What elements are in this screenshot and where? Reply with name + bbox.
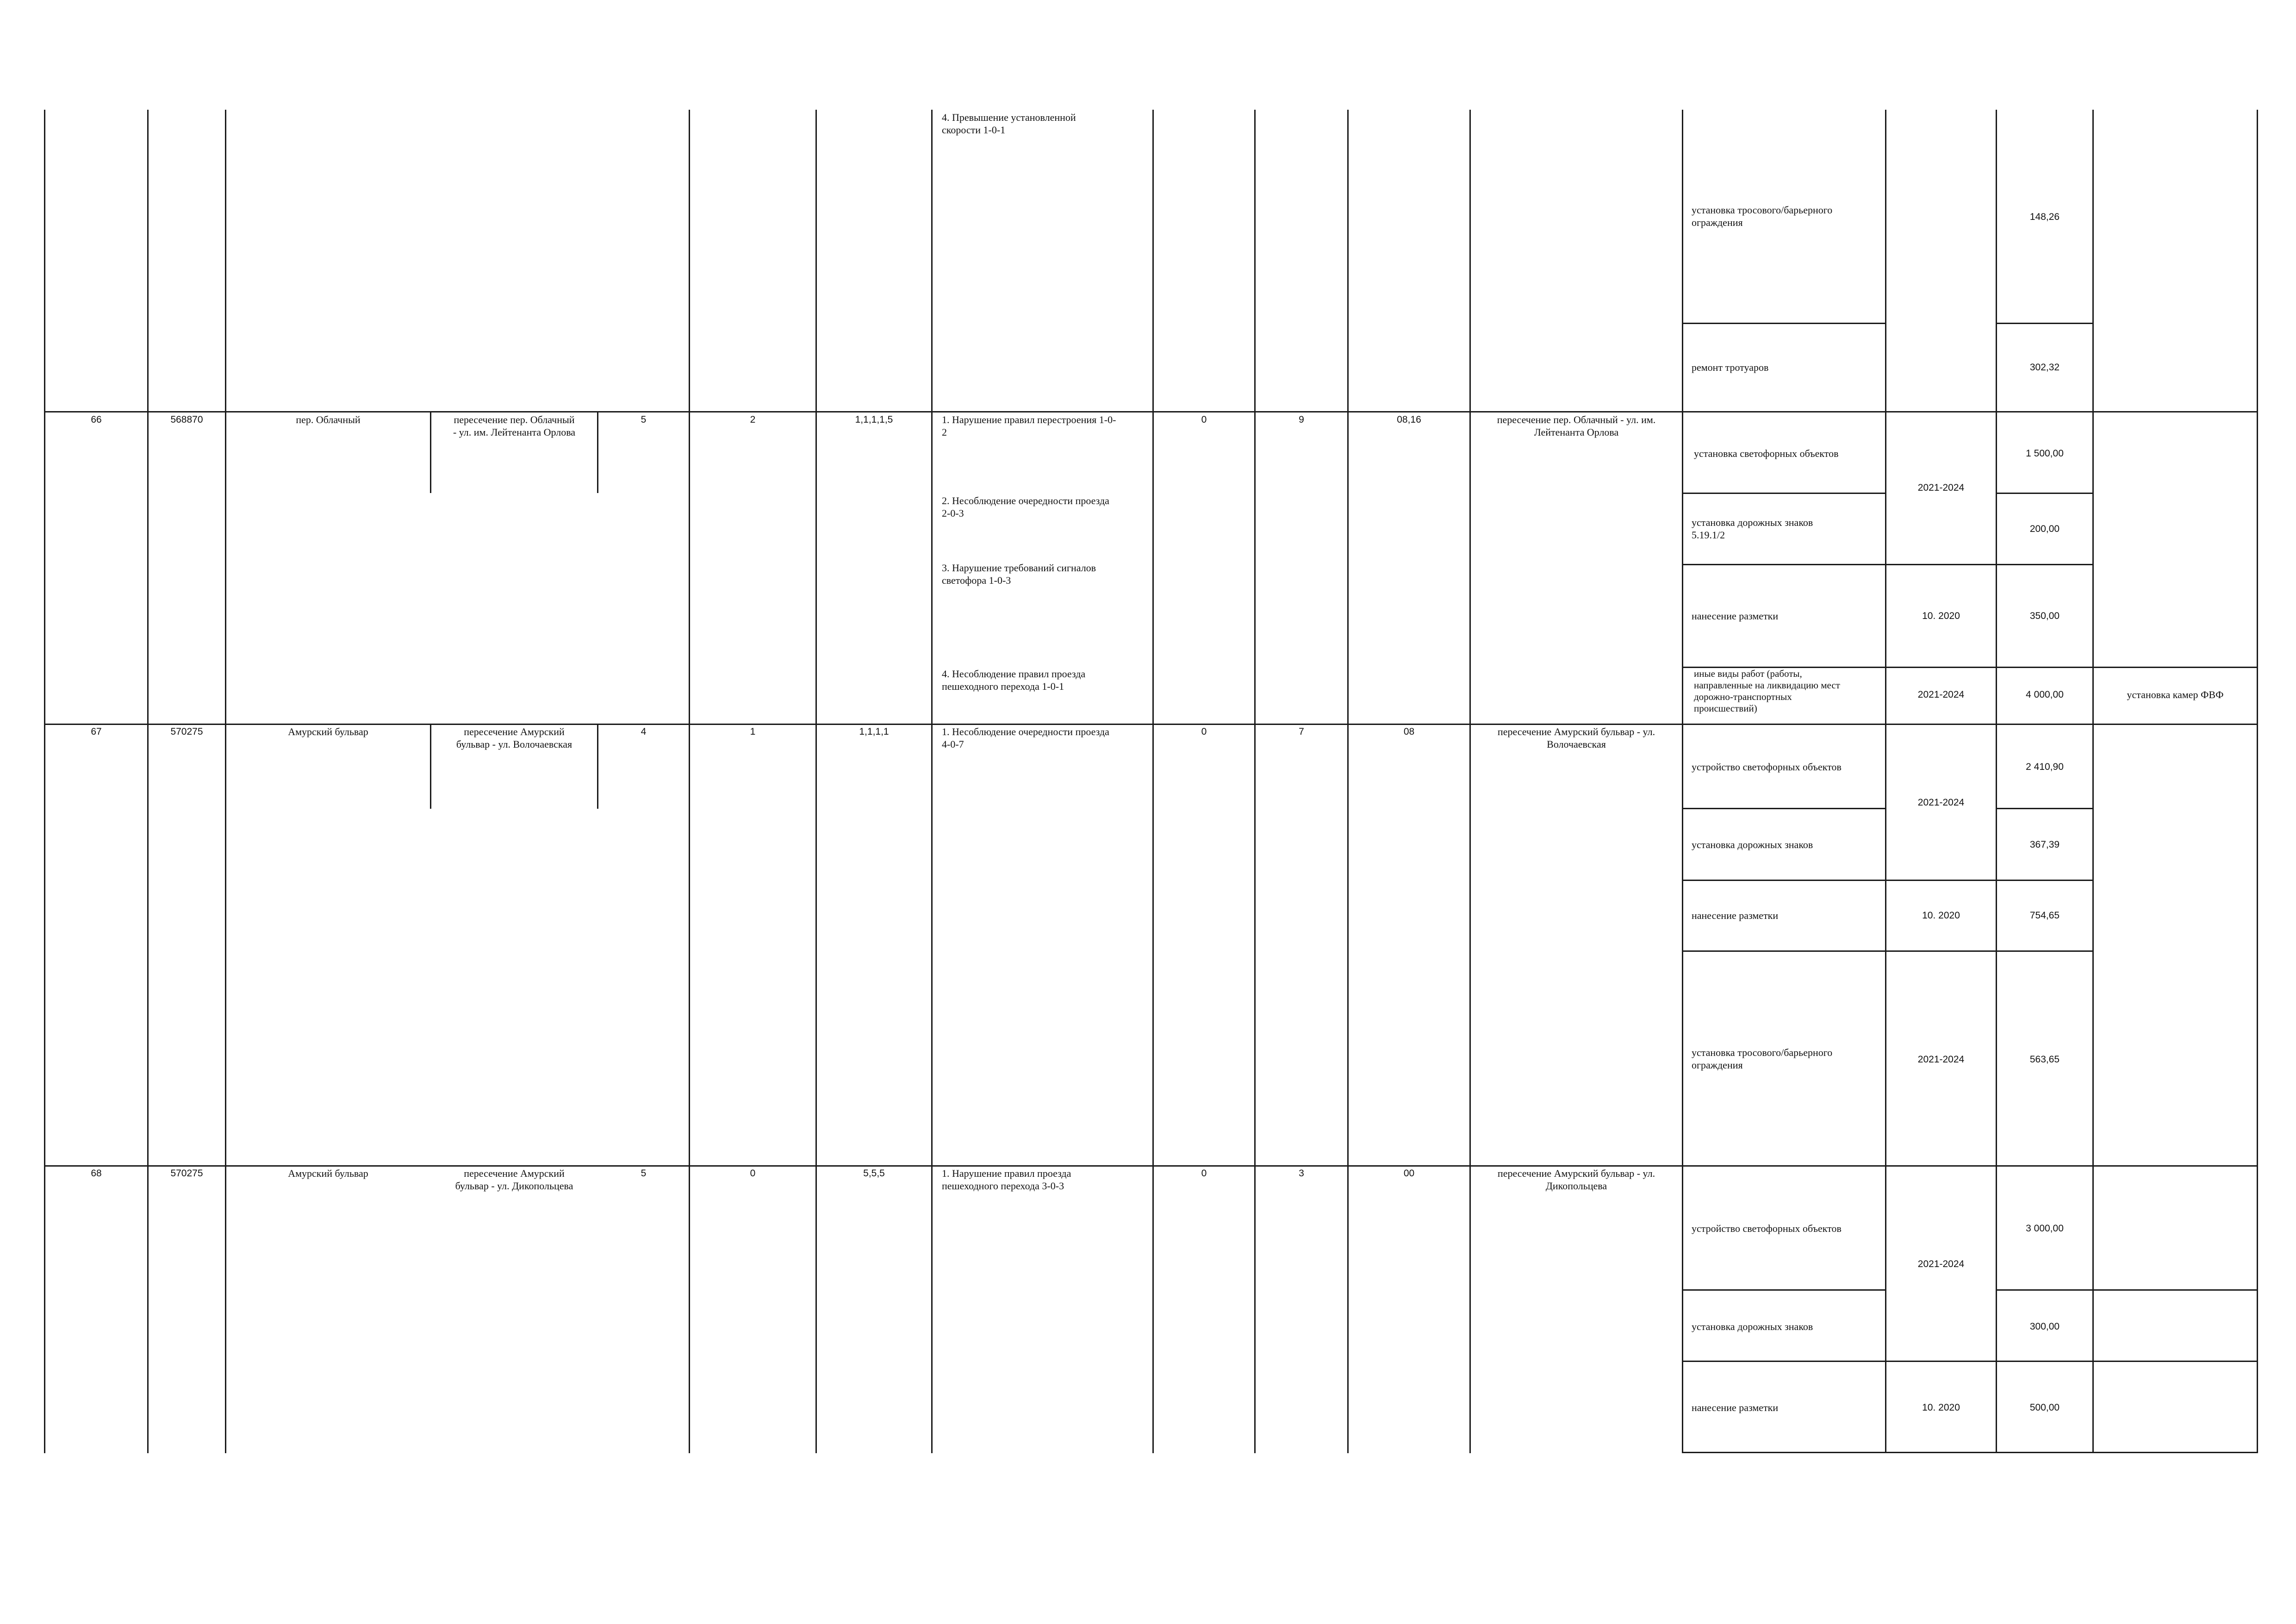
grid-line [1152,110,1154,1453]
grid-line [1996,323,2094,324]
location-cell: пересечение пер. Облачный - ул. им. Лейтенанта Орлова [1497,414,1656,438]
work-name-cell: установка дорожных знаков [1692,1321,1813,1332]
place-cell: пересечение пер. Облачный - ул. им. Лейтенанта Орлова [453,414,576,438]
col10-cell: 9 [1299,414,1304,425]
grid-line [1682,808,1885,809]
work-name-cell: нанесение разметки [1692,610,1779,622]
grid-line [1682,1289,1885,1291]
grid-line [1682,950,2094,952]
row-number-cell: 68 [91,1168,102,1179]
violation-cell: 1. Несоблюдение очередности проезда 4-0-7 [942,726,1109,750]
grid-line [1996,808,2094,809]
grid-line [44,724,2258,725]
work-cost-cell: 563,65 [2029,1054,2060,1065]
row-number-cell: 67 [91,726,102,737]
street-cell: Амурский бульвар [288,726,368,737]
col7-cell: 1,1,1,1,5 [855,414,893,425]
violation-cell: 1. Нарушение правил проезда пешеходного перехода 3-0-3 [942,1168,1071,1192]
col11-cell: 08 [1403,726,1415,737]
grid-line [1682,323,1885,324]
grid-line [1996,110,1997,1453]
grid-line [44,110,45,1453]
grid-line [1682,1452,2258,1453]
street-cell: пер. Облачный [296,414,361,425]
work-name-cell: нанесение разметки [1692,1402,1779,1413]
grid-line [44,1165,2258,1167]
work-cost-cell: 3 000,00 [2026,1223,2064,1234]
work-cost-cell: 300,00 [2029,1321,2060,1332]
col11-cell: 00 [1403,1168,1415,1179]
period-cell: 10. 2020 [1922,1402,1960,1413]
violation-cell: 1. Нарушение правил перестроения 1-0- 2 [942,414,1116,438]
grid-line [2257,110,2258,1453]
col9-cell: 0 [1201,414,1207,425]
period-cell: 2021-2024 [1917,689,1965,700]
work-name-cell: установка дорожных знаков 5.19.1/2 [1692,517,1813,541]
col7-cell: 5,5,5 [863,1168,885,1179]
violation-cell: 4. Несоблюдение правил проезда пешеходного перехода 1-0-1 [942,668,1086,692]
grid-line [1254,110,1256,1453]
col6-cell: 2 [750,414,756,425]
grid-line [1469,110,1471,1453]
grid-line [815,110,817,1453]
work-name-cell: устройство светофорных объектов [1692,761,1842,773]
work-name-cell: иные виды работ (работы, направленные на ликвидацию мест дорожно-транспортных происшествий) [1694,668,1840,714]
period-cell: 10. 2020 [1922,910,1960,921]
location-cell: пересечение Амурский бульвар - ул. Дикопольцева [1497,1168,1655,1192]
work-cost-cell: 200,00 [2029,524,2060,534]
work-cost-cell: 367,39 [2029,839,2060,850]
work-name-cell: установка светофорных объектов [1694,448,1839,459]
work-name-cell: установка тросового/барьерного ограждения [1692,1047,1833,1071]
grid-line [44,411,2258,412]
period-cell: 2021-2024 [1917,797,1965,808]
grid-line [1682,564,2094,565]
work-name-cell: устройство светофорных объектов [1692,1223,1842,1234]
grid-line [1885,110,1886,1453]
col9-cell: 0 [1201,726,1207,737]
work-cost-cell: 350,00 [2029,611,2060,621]
grid-line [689,110,690,1453]
code-cell: 568870 [170,414,203,425]
col11-cell: 08,16 [1397,414,1421,425]
work-name-cell: ремонт тротуаров [1692,362,1769,373]
grid-line [1682,880,2094,881]
violation-cell: 2. Несоблюдение очередности проезда 2-0-3 [942,495,1109,519]
grid-line [931,110,933,1453]
code-cell: 570275 [170,726,203,737]
grid-line [1682,1361,2258,1362]
work-name-cell: установка тросового/барьерного ограждения [1692,204,1833,228]
work-cost-cell: 754,65 [2029,910,2060,921]
col6-cell: 1 [750,726,756,737]
work-cost-cell: 302,32 [2029,362,2060,373]
period-cell: 2021-2024 [1917,1259,1965,1269]
col5-cell: 5 [641,414,647,425]
note-cell: установка камер ФВФ [2127,689,2224,700]
period-cell: 10. 2020 [1922,611,1960,621]
violation-cell: 4. Превышение установленной скорости 1-0-1 [942,112,1076,136]
col6-cell: 0 [750,1168,756,1179]
col10-cell: 7 [1299,726,1304,737]
location-cell: пересечение Амурский бульвар - ул. Волочаевская [1497,726,1655,750]
grid-line [1682,493,1885,494]
grid-line [1682,110,1683,1453]
grid-line [225,110,226,1453]
work-cost-cell: 500,00 [2029,1402,2060,1413]
code-cell: 570275 [170,1168,203,1179]
col9-cell: 0 [1201,1168,1207,1179]
place-cell: пересечение Амурский бульвар - ул. Волочаевская [456,726,572,750]
work-name-cell: установка дорожных знаков [1692,839,1813,850]
work-cost-cell: 2 410,90 [2026,762,2064,772]
col7-cell: 1,1,1,1 [859,726,889,737]
period-cell: 2021-2024 [1917,482,1965,493]
work-name-cell: нанесение разметки [1692,910,1779,921]
col5-cell: 4 [641,726,647,737]
work-cost-cell: 4 000,00 [2026,689,2064,700]
grid-line [1996,493,2094,494]
work-cost-cell: 1 500,00 [2026,448,2064,459]
street-cell: Амурский бульвар [288,1168,368,1179]
row-number-cell: 66 [91,414,102,425]
violation-cell: 3. Нарушение требований сигналов светофора 1-0-3 [942,562,1096,586]
grid-line [2092,110,2094,1453]
col5-cell: 5 [641,1168,647,1179]
grid-line [147,110,149,1453]
work-cost-cell: 148,26 [2029,212,2060,222]
grid-line [1996,1289,2257,1291]
grid-line [1347,110,1349,1453]
period-cell: 2021-2024 [1917,1054,1965,1065]
col10-cell: 3 [1299,1168,1304,1179]
place-cell: пересечение Амурский бульвар - ул. Дикопольцева [455,1168,573,1192]
